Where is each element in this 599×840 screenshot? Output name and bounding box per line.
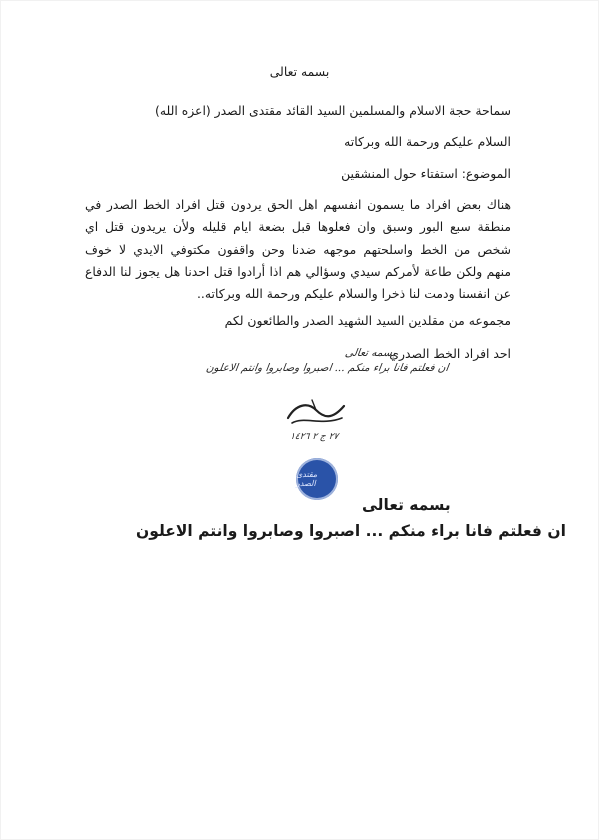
body-paragraph — [85, 194, 511, 305]
blue-seal-stamp — [296, 458, 338, 500]
greeting-line: السلام عليكم ورحمة الله وبركاته — [344, 134, 511, 149]
letter-basmala: بسمه تعالى — [269, 64, 330, 79]
body-line: منطقة سبع البور وسبق وان فعلوها قبل بضعة ايام قليله ولأن يريدون قتل اي — [85, 219, 511, 235]
handwritten-basmala: بسمه تعالى — [344, 347, 397, 359]
closing-line: مجموعه من مقلدين السيد الشهيد الصدر والطائعون لكم — [224, 313, 511, 328]
body-line: منهم ولكن طاعة لأمركم سيدي وسؤالي هم اذا أرادوا قتل احدنا هل يجوز لنا الدفاع — [85, 263, 511, 279]
body-line: عن انفسنا ودمت لنا ذخرا والسلام عليكم ورحمة الله وبركاته.. — [196, 286, 511, 302]
signature-mark — [282, 396, 352, 432]
signature-date: ٢٧ ج ٢ ١٤٢٦ — [289, 432, 339, 442]
reply-basmala: بسمه تعالى — [362, 496, 451, 514]
handwritten-reply-text: ان فعلتم فانا براء منكم ... اصبروا وصابروا وانتم الاعلون — [205, 362, 450, 374]
stamp-text: مقتدى الصدر — [296, 470, 318, 488]
subject-line: الموضوع: استفتاء حول المنشقين — [341, 166, 511, 181]
signature-from: احد افراد الخط الصدري — [389, 346, 511, 361]
addressee-line: سماحة حجة الاسلام والمسلمين السيد القائد مقتدى الصدر (اعزه الله) — [154, 103, 511, 118]
body-line: شخص من الخط واسلحتهم موجهه ضدنا وحن واقفون مكتوفي الايدي لا خوف — [85, 241, 511, 257]
body-line: هناك بعض افراد ما يسمون انفسهم اهل الحق يردون قتل افراد الخط الصدر في — [85, 197, 511, 212]
reply-text: ان فعلتم فانا براء منكم ... اصبروا وصابروا وانتم الاعلون — [136, 522, 566, 540]
